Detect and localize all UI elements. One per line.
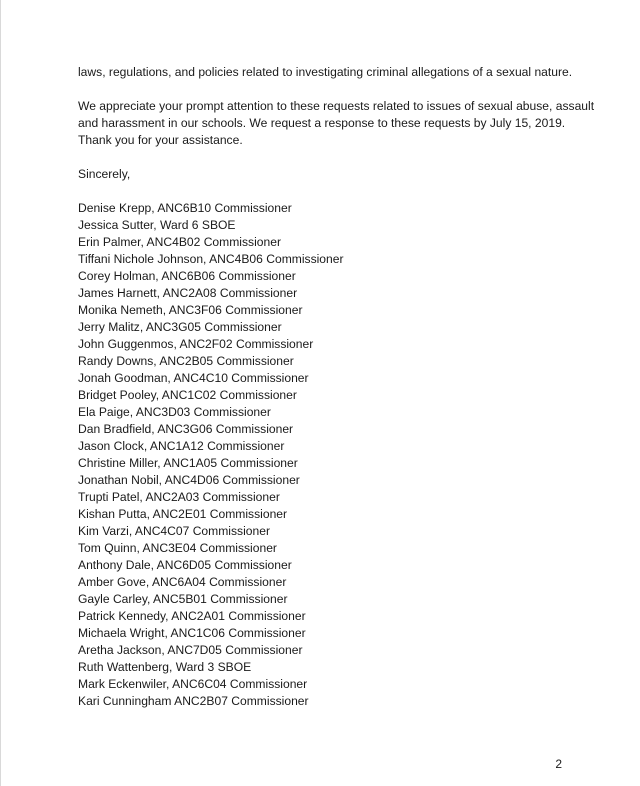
signer-line: Kim Varzi, ANC4C07 Commissioner (78, 524, 270, 538)
signer-line: Jonathan Nobil, ANC4D06 Commissioner (78, 473, 300, 487)
signer-line: Jerry Malitz, ANC3G05 Commissioner (78, 320, 282, 334)
signer-line: Denise Krepp, ANC6B10 Commissioner (78, 201, 292, 215)
signer-line: Gayle Carley, ANC5B01 Commissioner (78, 592, 288, 606)
signer-line: Amber Gove, ANC6A04 Commissioner (78, 575, 287, 589)
signer-line: Aretha Jackson, ANC7D05 Commissioner (78, 643, 303, 657)
signer-line: Kari Cunningham ANC2B07 Commissioner (78, 694, 309, 708)
letter-body (78, 64, 598, 710)
signer-line: Jonah Goodman, ANC4C10 Commissioner (78, 371, 309, 385)
signer-line: Trupti Patel, ANC2A03 Commissioner (78, 490, 280, 504)
signer-line: Bridget Pooley, ANC1C02 Commissioner (78, 388, 297, 402)
signer-line: Jessica Sutter, Ward 6 SBOE (78, 218, 236, 232)
paragraph-continuation: laws, regulations, and policies related to investigating criminal allegations of a sexual nature. (78, 65, 573, 79)
signer-line: Anthony Dale, ANC6D05 Commissioner (78, 558, 292, 572)
signer-line: Tom Quinn, ANC3E04 Commissioner (78, 541, 277, 555)
paragraph-request: We appreciate your prompt attention to these requests related to issues of sexual abuse, assault and harassment in our schools. We request a response to these requests by July 15, 2019. Thank you for your assistance. (78, 99, 595, 147)
page-number: 2 (555, 757, 562, 771)
signer-line: Ela Paige, ANC3D03 Commissioner (78, 405, 271, 419)
signer-line: Jason Clock, ANC1A12 Commissioner (78, 439, 285, 453)
signer-list (78, 200, 598, 710)
signer-line: Corey Holman, ANC6B06 Commissioner (78, 269, 296, 283)
signer-line: Kishan Putta, ANC2E01 Commissioner (78, 507, 288, 521)
closing-salutation: Sincerely, (78, 167, 131, 181)
signer-line: Dan Bradfield, ANC3G06 Commissioner (78, 422, 294, 436)
signer-line: Patrick Kennedy, ANC2A01 Commissioner (78, 609, 306, 623)
signer-line: James Harnett, ANC2A08 Commissioner (78, 286, 298, 300)
signer-line: Christine Miller, ANC1A05 Commissioner (78, 456, 298, 470)
signer-line: Mark Eckenwiler, ANC6C04 Commissioner (78, 677, 308, 691)
signer-line: Michaela Wright, ANC1C06 Commissioner (78, 626, 306, 640)
signer-line: John Guggenmos, ANC2F02 Commissioner (78, 337, 314, 351)
signer-line: Monika Nemeth, ANC3F06 Commissioner (78, 303, 303, 317)
signer-line: Ruth Wattenberg, Ward 3 SBOE (78, 660, 252, 674)
signer-line: Randy Downs, ANC2B05 Commissioner (78, 354, 294, 368)
signer-line: Tiffani Nichole Johnson, ANC4B06 Commissioner (78, 252, 344, 266)
signer-line: Erin Palmer, ANC4B02 Commissioner (78, 235, 281, 249)
